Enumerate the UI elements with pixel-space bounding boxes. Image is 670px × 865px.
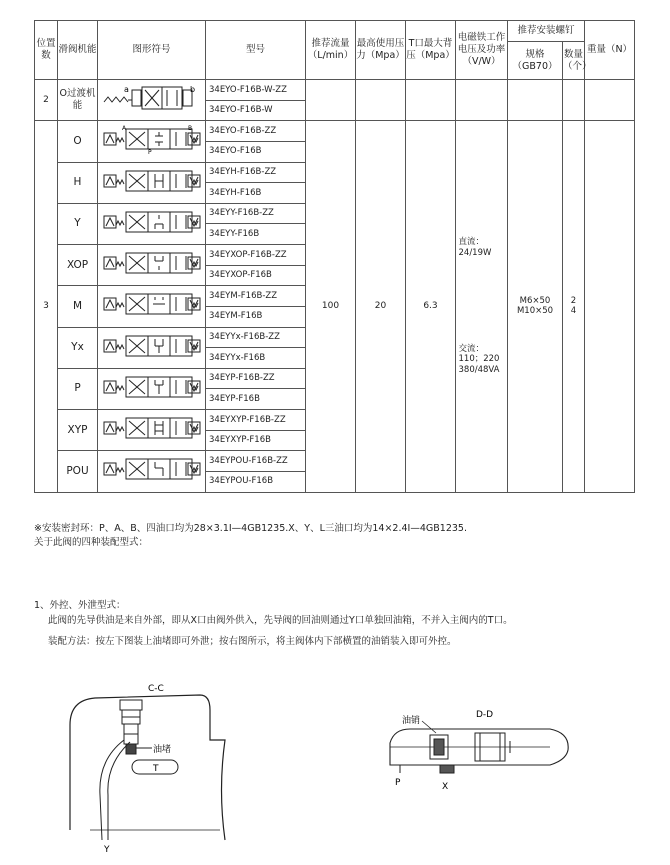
header-solenoid: 电磁铁工作电压及功率（V/W） (456, 21, 508, 80)
pressure-value: 20 (356, 121, 406, 492)
header-screws: 推荐安装螺钉 (508, 21, 585, 42)
model-xop: 34EYXOP-F16B (206, 265, 306, 286)
screw-spec-value: M6×50 M10×50 (516, 295, 554, 317)
header-model: 型号 (206, 21, 306, 80)
valve-o-icon (102, 123, 202, 155)
model-m-zz: 34EYM-F16B-ZZ (206, 286, 306, 307)
header-t-pressure: T口最大背压（Mpa） (406, 21, 456, 80)
symbol-xyp (98, 410, 206, 451)
section1-title: 1、外控、外泄型式： (34, 600, 126, 611)
port-p-label: P (395, 778, 401, 788)
model-pou-zz: 34EYPOU-F16B-ZZ (206, 451, 306, 472)
symbol-o (98, 121, 206, 162)
valve-yx-icon (102, 330, 202, 362)
figure-d-d (380, 705, 580, 795)
section1-method: 装配方法：按左下图装上油堵即可外泄；按右图所示，将主阀体内下部横置的油销装入即可外控。 (48, 636, 457, 647)
screw-qty-value: 2 4 (570, 295, 577, 317)
model-o-zz: 34EYO-F16B-ZZ (206, 121, 306, 142)
two-position-valve-icon (102, 82, 202, 114)
row2-function: O过渡机能 (58, 80, 98, 121)
valve-pou-icon (102, 453, 202, 485)
symbol-xop (98, 245, 206, 286)
header-symbol: 图形符号 (98, 21, 206, 80)
pin-label: 油销 (402, 716, 421, 726)
valve-xyp-icon (102, 412, 202, 444)
symbol-m (98, 286, 206, 327)
forms-note: 关于此阀的四种装配型式： (34, 537, 149, 548)
header-screw-qty: 数量（个） (563, 42, 585, 80)
model-h-zz: 34EYH-F16B-ZZ (206, 162, 306, 183)
model-h: 34EYH-F16B (206, 183, 306, 204)
port-x-label: X (442, 782, 449, 792)
port-t-label: T (153, 764, 159, 774)
figure-c-c-title: C-C (148, 684, 164, 694)
valve-p-icon (102, 371, 202, 403)
model-p-zz: 34EYP-F16B-ZZ (206, 368, 306, 389)
figure-d-d-title: D-D (476, 710, 494, 720)
seal-note: ※安装密封环：P、A、B、四油口均为28×3.1Ⅰ—4GB1235.X、Y、L三油口均为14×2.4Ⅰ—4GB1235. (34, 523, 467, 534)
section1-desc: 此阀的先导供油是来自外部，即从X口由阀外供入，先导阀的回油则通过Y口单独回油箱，不并入主阀内的T口。 (48, 615, 513, 626)
table-row (35, 121, 635, 142)
header-flow: 推荐流量（L/min） (306, 21, 356, 80)
valve-h-icon (102, 165, 202, 197)
model-yx-zz: 34EYYx-F16B-ZZ (206, 327, 306, 348)
row2-positions: 2 (35, 80, 58, 121)
port-y-label: Y (104, 845, 110, 855)
function-o: O (58, 121, 98, 162)
model-yx: 34EYYx-F16B (206, 348, 306, 369)
plug-label: 油堵 (153, 745, 172, 755)
model-o: 34EYO-F16B (206, 141, 306, 162)
function-xop: XOP (58, 245, 98, 286)
port-b-label: B (187, 125, 192, 133)
function-y: Y (58, 203, 98, 244)
spec-table (34, 20, 635, 493)
t-pressure-value: 6.3 (406, 121, 456, 492)
solenoid-cell (456, 121, 508, 492)
valve-symbol-2pos (98, 80, 206, 121)
symbol-yx (98, 327, 206, 368)
symbol-p (98, 368, 206, 409)
row2-model-1: 34EYO-F16B-W-ZZ (206, 80, 306, 101)
header-positions: 位置数 (35, 21, 58, 80)
header-weight: 重量（N） (585, 21, 635, 80)
table-row (35, 80, 635, 101)
solenoid-dc: 直流：24/19W (458, 237, 492, 258)
model-xyp: 34EYXYP-F16B (206, 430, 306, 451)
row2-model-2: 34EYO-F16B-W (206, 100, 306, 121)
function-xyp: XYP (58, 410, 98, 451)
header-pressure: 最高使用压力（Mpa） (356, 21, 406, 80)
function-p: P (58, 368, 98, 409)
model-m: 34EYM-F16B (206, 306, 306, 327)
valve-m-icon (102, 288, 202, 320)
row3-positions: 3 (35, 121, 58, 492)
port-a-label: A (121, 125, 126, 133)
model-pou: 34EYPOU-F16B (206, 471, 306, 492)
function-m: M (58, 286, 98, 327)
symbol-h (98, 162, 206, 203)
valve-y-icon (102, 206, 202, 238)
label-b: b (189, 85, 195, 94)
function-h: H (58, 162, 98, 203)
label-a: a (123, 85, 129, 94)
port-p-symbol-label: P (147, 149, 152, 156)
function-pou: POU (58, 451, 98, 492)
solenoid-ac: 交流：110；220 380/48VA (458, 343, 500, 375)
header-function: 滑阀机能 (58, 21, 98, 80)
model-p: 34EYP-F16B (206, 389, 306, 410)
header-screw-spec: 规格（GB70） (508, 42, 563, 80)
symbol-y (98, 203, 206, 244)
valve-xop-icon (102, 247, 202, 279)
function-yx: Yx (58, 327, 98, 368)
flow-value: 100 (306, 121, 356, 492)
model-xop-zz: 34EYXOP-F16B-ZZ (206, 245, 306, 266)
model-y-zz: 34EYY-F16B-ZZ (206, 203, 306, 224)
weight-value (585, 121, 635, 492)
model-xyp-zz: 34EYXYP-F16B-ZZ (206, 410, 306, 431)
model-y: 34EYY-F16B (206, 224, 306, 245)
symbol-pou (98, 451, 206, 492)
figure-c-c (60, 680, 230, 855)
